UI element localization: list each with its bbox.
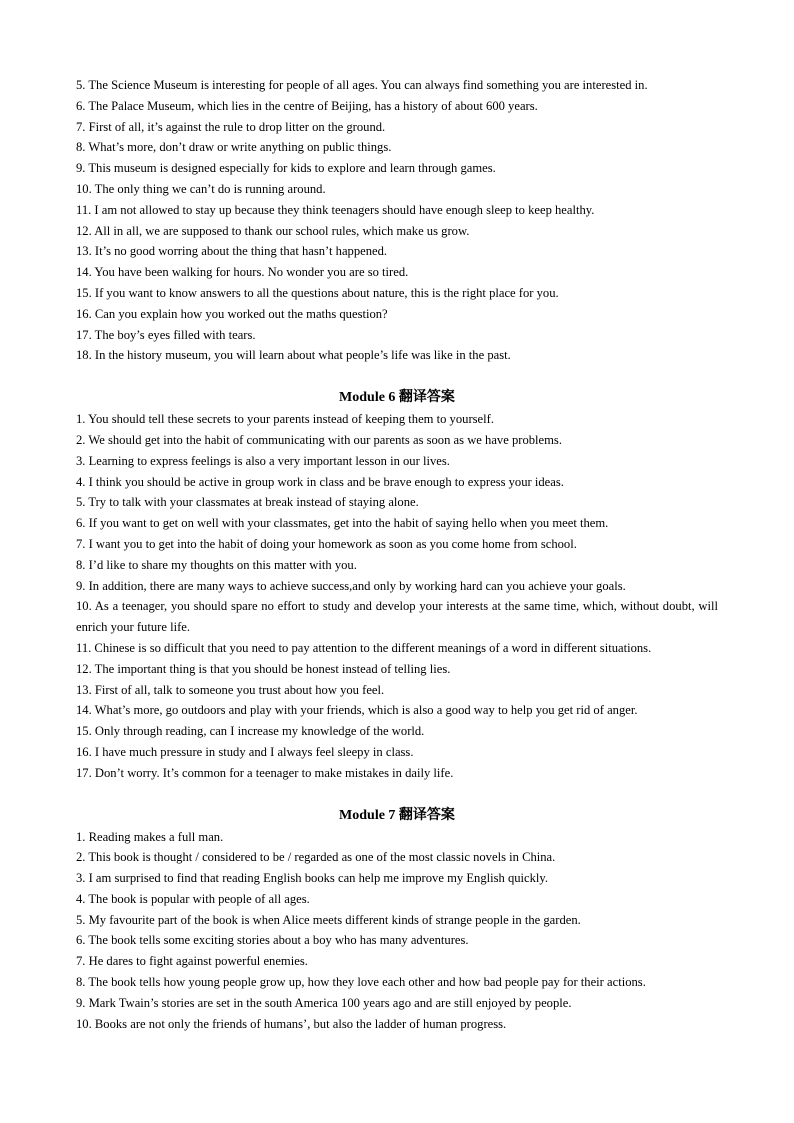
- answer-line: 6. The Palace Museum, which lies in the centre of Beijing, has a history of about 600 years.: [76, 98, 538, 113]
- answer-line: 12. All in all, we are supposed to thank our school rules, which make us grow.: [76, 223, 470, 238]
- answer-line: 15. Only through reading, can I increase my knowledge of the world.: [76, 724, 425, 739]
- answer-line: 7. I want you to get into the habit of doing your homework as soon as you come home from school.: [76, 536, 577, 551]
- answer-line: 14. What’s more, go outdoors and play with your friends, which is also a good way to help you get rid of anger.: [76, 703, 638, 718]
- answer-line: 5. The Science Museum is interesting for people of all ages. You can always find something you are interested in.: [76, 78, 648, 92]
- answer-line: 13. First of all, talk to someone you trust about how you feel.: [76, 682, 385, 697]
- answer-line: 8. What’s more, don’t draw or write anything on public things.: [76, 140, 392, 155]
- answer-line: 17. Don’t worry. It’s common for a teenager to make mistakes in daily life.: [76, 765, 454, 780]
- answer-line: 9. Mark Twain’s stories are set in the south America 100 years ago and are still enjoyed by people.: [76, 995, 572, 1010]
- answer-line: 2. This book is thought / considered to be / regarded as one of the most classic novels in China.: [76, 850, 556, 865]
- answer-line: 8. I’d like to share my thoughts on this matter with you.: [76, 557, 357, 572]
- document-page: [76, 75, 718, 1034]
- answer-line: 8. The book tells how young people grow up, how they love each other and how bad people pay for their actions.: [76, 975, 646, 990]
- module-6-heading: Module 6 翻译答案: [339, 390, 455, 406]
- answer-line: 7. He dares to fight against powerful enemies.: [76, 954, 308, 969]
- answer-line: 1. Reading makes a full man.: [76, 829, 224, 844]
- answer-line: 4. The book is popular with people of all ages.: [76, 891, 310, 906]
- section-module-7-answers: [76, 827, 718, 1035]
- answer-line: 18. In the history museum, you will learn about what people’s life was like in the past.: [76, 348, 511, 363]
- answer-line: 5. My favourite part of the book is when Alice meets different kinds of strange people in the garden.: [76, 912, 581, 927]
- answer-line: 15. If you want to know answers to all the questions about nature, this is the right place for you.: [76, 285, 559, 300]
- section-previous-module-answers: [76, 75, 718, 366]
- answer-line: 10. Books are not only the friends of humans’, but also the ladder of human progress.: [76, 1016, 507, 1031]
- answer-line: 7. First of all, it’s against the rule to drop litter on the ground.: [76, 119, 386, 134]
- answer-line: 14. You have been walking for hours. No wonder you are so tired.: [76, 265, 409, 280]
- answer-line: 1. You should tell these secrets to your parents instead of keeping them to yourself.: [76, 412, 494, 427]
- answer-line: 4. I think you should be active in group work in class and be brave enough to express your ideas.: [76, 474, 564, 489]
- answer-line: 9. This museum is designed especially for kids to explore and learn through games.: [76, 161, 496, 176]
- module-7-heading: Module 7 翻译答案: [339, 807, 455, 823]
- answer-line: 3. Learning to express feelings is also a very important lesson in our lives.: [76, 453, 450, 468]
- answer-line: 13. It’s no good worring about the thing that hasn’t happened.: [76, 244, 388, 259]
- answer-line: 11. I am not allowed to stay up because they think teenagers should have enough sleep to keep healthy.: [76, 202, 595, 217]
- answer-line: 12. The important thing is that you should be honest instead of telling lies.: [76, 661, 451, 676]
- answer-line: 16. I have much pressure in study and I always feel sleepy in class.: [76, 744, 414, 759]
- answer-line: 17. The boy’s eyes filled with tears.: [76, 327, 256, 342]
- answer-line: 9. In addition, there are many ways to achieve success,and only by working hard can you achieve your goals.: [76, 578, 626, 593]
- answer-line: 3. I am surprised to find that reading English books can help me improve my English quickly.: [76, 871, 549, 886]
- answer-line: 11. Chinese is so difficult that you need to pay attention to the different meanings of a word in different situations.: [76, 640, 652, 655]
- section-module-6-answers: [76, 409, 718, 783]
- answer-line: 5. Try to talk with your classmates at break instead of staying alone.: [76, 495, 419, 510]
- answer-line: 10. The only thing we can’t do is running around.: [76, 181, 326, 196]
- answer-line: 6. If you want to get on well with your classmates, get into the habit of saying hello when you meet them.: [76, 516, 609, 531]
- answer-line: 6. The book tells some exciting stories about a boy who has many adventures.: [76, 933, 469, 948]
- answer-line: 16. Can you explain how you worked out the maths question?: [76, 306, 388, 321]
- answer-line: 2. We should get into the habit of communicating with our parents as soon as we have problems.: [76, 432, 562, 447]
- answer-line: 10. As a teenager, you should spare no effort to study and develop your interests at the same time, which, without doubt, will enrich your future life.: [76, 599, 718, 635]
